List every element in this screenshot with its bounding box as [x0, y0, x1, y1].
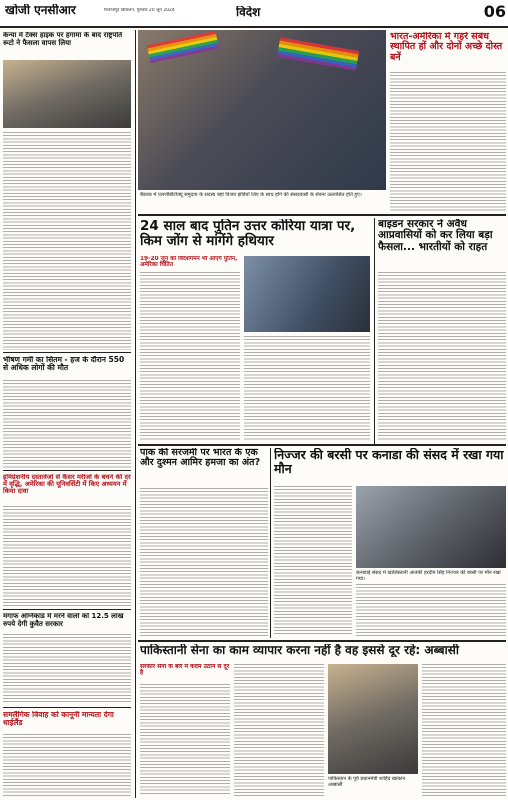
- column-divider: [374, 218, 375, 444]
- divider: [3, 470, 131, 471]
- story-title: मंगाफ अग्निकांड में मरने वालों को 12.5 लाख रुपये देगी कुवैत सरकार: [3, 613, 124, 628]
- photo-caption: पाकिस्तान के पूर्व प्रधानमंत्री शाहिद खाकान अब्बासी: [328, 776, 406, 788]
- parliament-photo: [356, 486, 506, 568]
- left-photo: [3, 60, 131, 128]
- section-divider: [138, 214, 506, 216]
- text-block: [378, 272, 506, 440]
- story-title: केन्या में टैक्स हाइक पर हंगामा के बाद राष्ट्रपति रूटो ने फैसला वापस लिया: [3, 32, 123, 47]
- left-column: [3, 30, 133, 798]
- text-block: [3, 380, 131, 468]
- abbasi-headline: पाकिस्तानी सेना का काम व्यापार करना नहीं है वह इससे दूर रहे: अब्बासी: [140, 644, 459, 657]
- pride-photo: [138, 30, 386, 190]
- nijjar-headline: निज्जर की बरसी पर कनाडा की संसद में रखा गया मौन: [274, 448, 504, 475]
- abbasi-photo: [328, 664, 418, 774]
- text-block: [244, 336, 370, 440]
- photo-caption: कनाडाई संसद में खालिस्तानी आतंकी हरदीप सिंह निज्जर की बरसी पर मौन रखा गया।: [356, 570, 501, 582]
- column-divider: [270, 448, 271, 638]
- story-title: समलैंगिक विवाह को कानूनी मान्यता देगा थाईलैंड: [3, 711, 114, 728]
- abbasi-subtitle: सरकार सेना के बारे में कदम उठाने से दूर है: [140, 664, 230, 677]
- section-label: विदेश: [236, 6, 261, 19]
- text-block: [3, 734, 131, 796]
- column-divider: [135, 30, 136, 798]
- flag-stripe: [147, 31, 219, 63]
- divider: [3, 707, 131, 708]
- divider: [3, 609, 131, 610]
- text-block: [234, 664, 324, 796]
- putin-photo: [244, 256, 370, 332]
- text-block: [140, 488, 268, 636]
- masthead: [0, 0, 508, 28]
- text-block: [3, 506, 131, 606]
- text-block: [422, 664, 506, 796]
- putin-headline: 24 साल बाद पुतिन उत्तर कोरिया यात्रा पर, किम जोंग से मांगेंगे हथियार: [140, 219, 356, 249]
- text-block: [3, 132, 131, 350]
- section-divider: [138, 640, 506, 642]
- text-block: [3, 634, 131, 704]
- text-block: [356, 584, 506, 636]
- divider: [3, 352, 131, 353]
- page-number: 06: [483, 3, 506, 21]
- right-top-headline: भारत-अमेरिका में गहरे संबंध स्थापित हों और दोनों अच्छे दोस्त बनें: [390, 32, 503, 63]
- photo-caption: बैंकाक में एलजीबीटीक्यू समुदाय के सदस्य बहां विजय झंडियों लिए के साथ होंगे की संसदवासी के सेवना उल्लासित होते हुए।: [140, 192, 362, 198]
- newspaper-title: खोजी एनसीआर: [5, 4, 76, 17]
- section-divider: [138, 444, 506, 446]
- putin-subtitle: 19-20 जून को विदेशगमन भी आएंगे पुतिन, अमेरिका चिंतित: [140, 256, 238, 269]
- text-block: [274, 486, 352, 636]
- text-block: [140, 684, 230, 796]
- masthead-meta: फिरोजपुर डिविजन, गुरुवार 20 जून 2024: [104, 8, 175, 13]
- text-block: [140, 272, 240, 440]
- biden-headline: बाइडन सरकार ने अवैध आप्रवासियों को कर लिया बड़ा फैसला... भारतीयों को राहत: [378, 219, 493, 253]
- story-title: भीषण गर्मी का सितम - हज के दौरान 550 से अधिक लोगों की मौत: [3, 356, 125, 373]
- flag-stripe: [277, 37, 359, 71]
- pak-headline: पाक की सरजमीं पर भारत के एक और दुश्मन आमिर हमजा का अंत?: [140, 448, 261, 469]
- story-title: इमिग्रेशनीय दस्तावेजों से कैंसर मरीजों के बचने की दर में वृद्धि, अमेरिका की यूनिवर्सिटी में किए अध्ययन में किया दावा: [3, 474, 131, 496]
- text-block: [390, 72, 506, 212]
